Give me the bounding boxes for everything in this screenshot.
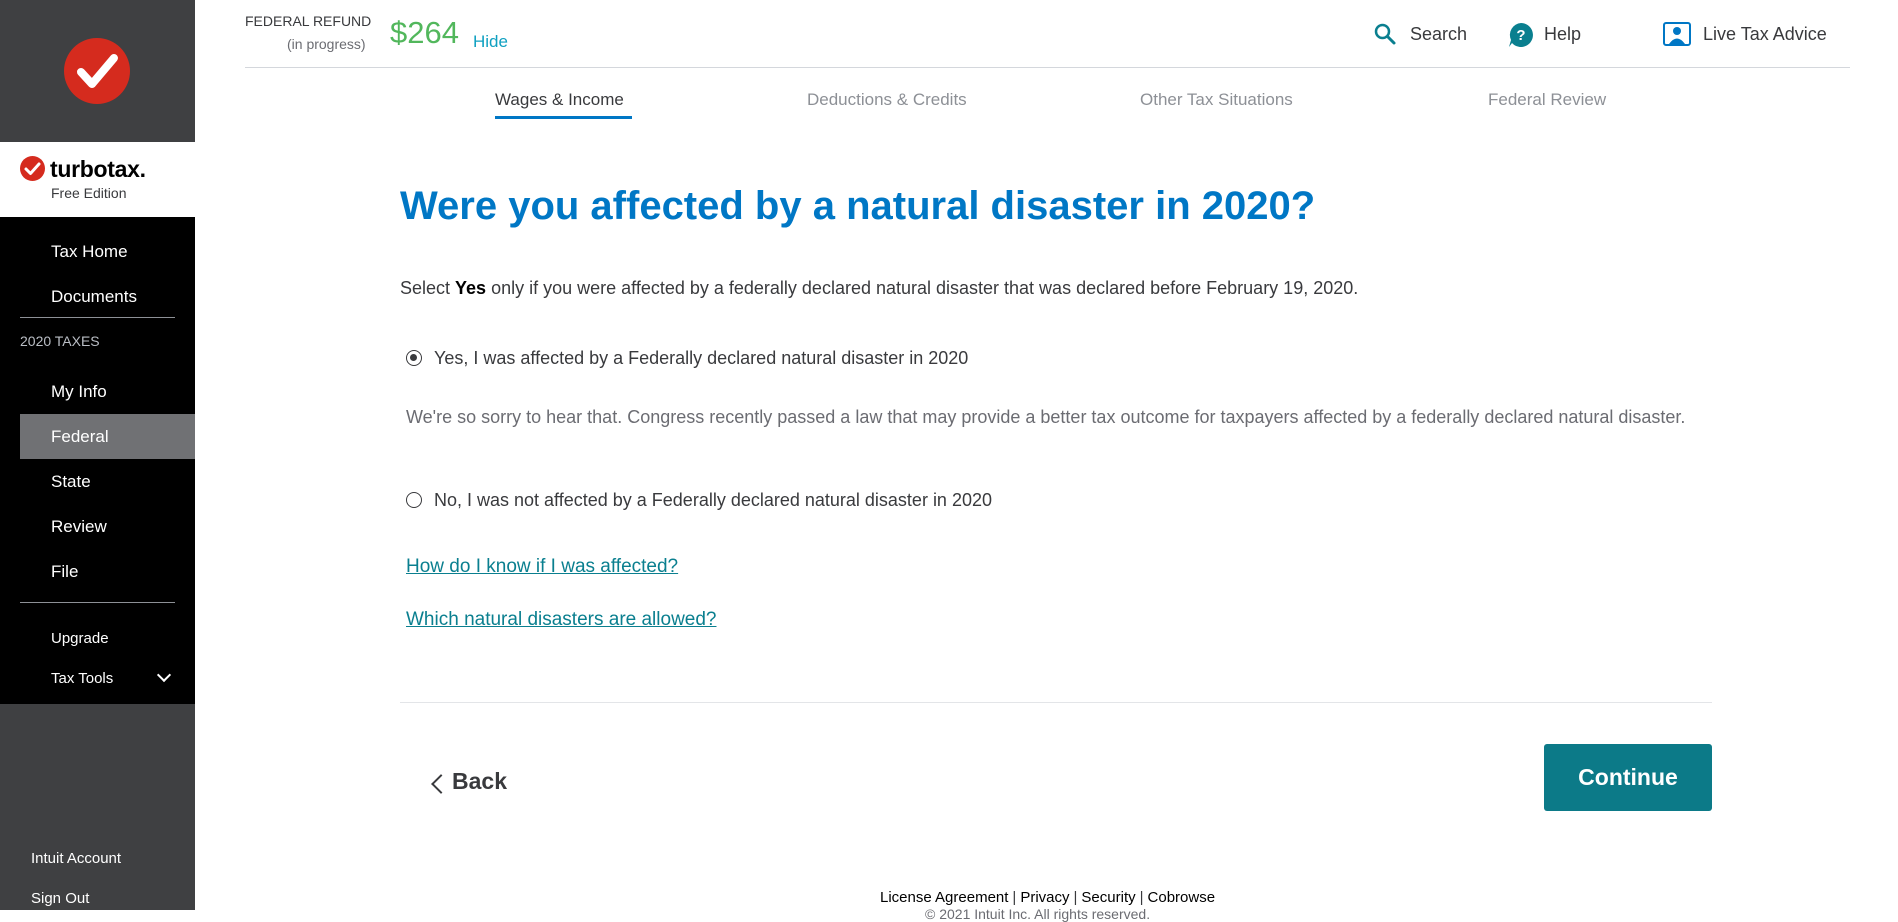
- question-description: [400, 278, 1358, 299]
- nav-section-2020-taxes: 2020 TAXES: [20, 333, 100, 349]
- refund-status: (in progress): [287, 36, 366, 52]
- help-button[interactable]: [1508, 20, 1588, 48]
- live-tax-advice-button[interactable]: [1663, 20, 1843, 48]
- sidebar-item-state[interactable]: State: [51, 472, 91, 491]
- content-divider: [400, 702, 1712, 703]
- radio-yes[interactable]: [406, 350, 422, 366]
- page-title: Were you affected by a natural disaster in 2020?: [400, 184, 1316, 228]
- desc-bold: Yes: [455, 278, 487, 298]
- privacy-link[interactable]: Privacy: [1020, 889, 1070, 906]
- option-no-label: No, I was not affected by a Federally declared natural disaster in 2020: [434, 490, 992, 510]
- header: [245, 0, 1850, 68]
- sidebar-item-file[interactable]: File: [51, 562, 79, 581]
- expert-avatar-icon: [1663, 22, 1691, 56]
- footer-links: [880, 889, 1215, 906]
- which-disasters-link[interactable]: Which natural disasters are allowed?: [406, 609, 717, 630]
- search-icon: [1373, 22, 1397, 54]
- radio-no[interactable]: [406, 492, 422, 508]
- sidebar-item-review[interactable]: Review: [51, 517, 107, 536]
- svg-text:?: ?: [1516, 27, 1526, 44]
- hide-refund-link[interactable]: Hide: [473, 32, 508, 51]
- option-yes[interactable]: [406, 348, 1046, 374]
- sidebar-item-my-info[interactable]: My Info: [51, 382, 107, 401]
- continue-button[interactable]: Continue: [1544, 744, 1712, 811]
- brand-check-icon: [20, 156, 45, 181]
- help-label: Help: [1544, 24, 1582, 44]
- license-agreement-link[interactable]: License Agreement: [880, 889, 1009, 906]
- tab-wages-income[interactable]: Wages & Income: [495, 90, 624, 109]
- tab-other-tax-situations[interactable]: Other Tax Situations: [1140, 90, 1293, 109]
- tax-tools-label: Tax Tools: [51, 670, 114, 687]
- search-button[interactable]: [1373, 20, 1473, 48]
- cobrowse-link[interactable]: Cobrowse: [1147, 889, 1216, 906]
- sidebar-item-federal[interactable]: Federal: [20, 414, 195, 459]
- option-no[interactable]: [406, 490, 1066, 516]
- refund-amount: $264: [390, 15, 459, 50]
- search-label: Search: [1410, 24, 1468, 44]
- active-tab-indicator: [495, 116, 632, 119]
- sidebar-logo-area: [0, 0, 195, 142]
- copyright: © 2021 Intuit Inc. All rights reserved.: [925, 906, 1151, 922]
- footer-separator: |: [1012, 889, 1017, 906]
- chevron-left-icon: [431, 774, 451, 794]
- live-tax-advice-label: Live Tax Advice: [1703, 24, 1827, 44]
- brand-edition: Free Edition: [51, 185, 127, 201]
- help-icon: [1508, 22, 1534, 56]
- brand-name: turbotax.: [50, 156, 146, 182]
- sidebar-nav: [0, 217, 195, 704]
- refund-label: FEDERAL REFUND: [245, 13, 372, 29]
- sign-out-link[interactable]: Sign Out: [31, 890, 90, 907]
- back-label: Back: [452, 768, 507, 794]
- sidebar-item-documents[interactable]: Documents: [51, 287, 137, 306]
- tab-federal-review[interactable]: Federal Review: [1488, 90, 1607, 109]
- sidebar-item-tax-home[interactable]: Tax Home: [51, 242, 128, 261]
- how-do-i-know-link[interactable]: How do I know if I was affected?: [406, 556, 679, 577]
- brand-block: [0, 142, 195, 217]
- turbotax-check-logo-icon[interactable]: [64, 38, 130, 104]
- option-yes-label: Yes, I was affected by a Federally declared natural disaster in 2020: [434, 348, 969, 368]
- nav-divider: [20, 317, 175, 318]
- desc-prefix: Select: [400, 278, 456, 298]
- nav-divider: [20, 602, 175, 603]
- sidebar-item-tax-tools[interactable]: [0, 656, 195, 701]
- desc-suffix: only if you were affected by a federally declared natural disaster that was declared before February 19, 2020.: [486, 278, 1359, 298]
- footer-separator: |: [1139, 889, 1144, 906]
- disaster-note: We're so sorry to hear that. Congress recently passed a law that may provide a better tax outcome for taxpayers affected by a federally declared natural disaster.: [406, 407, 1686, 427]
- chevron-down-icon: [157, 668, 171, 682]
- footer-separator: |: [1073, 889, 1078, 906]
- tab-deductions-credits[interactable]: Deductions & Credits: [807, 90, 967, 109]
- intuit-account-link[interactable]: Intuit Account: [31, 850, 122, 867]
- security-link[interactable]: Security: [1081, 889, 1136, 906]
- sidebar: [0, 0, 195, 910]
- sidebar-item-upgrade[interactable]: Upgrade: [51, 630, 109, 647]
